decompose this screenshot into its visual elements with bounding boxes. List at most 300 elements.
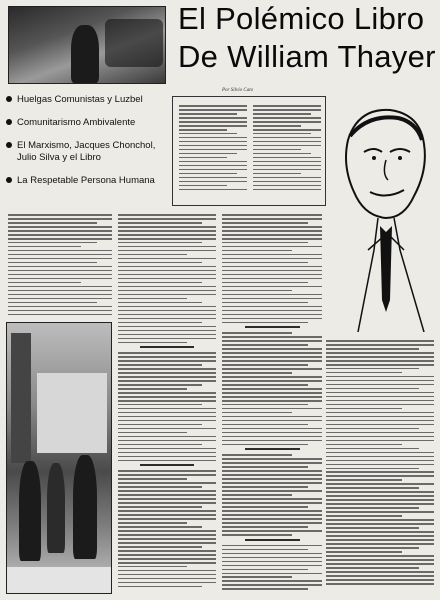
text-line [118,404,202,406]
text-line [179,153,237,155]
text-line [222,494,292,496]
text-line [222,294,322,296]
text-line [222,214,322,216]
text-line [118,562,216,564]
body-column-3 [222,214,322,592]
text-line [118,502,216,504]
text-line [326,400,434,402]
text-line [326,428,419,430]
text-line [8,274,112,276]
text-line [118,364,202,366]
text-line [8,294,112,296]
intro-box [172,96,326,206]
text-line [118,546,202,548]
text-line [8,246,81,248]
text-line [118,214,216,216]
title-line-2: De William Thayer [178,39,436,74]
text-line [179,165,247,167]
text-line [118,460,216,462]
text-line [253,141,321,143]
text-line [118,290,216,292]
text-line [222,584,322,586]
text-line [179,109,247,111]
text-line [326,372,402,374]
text-line [118,294,216,296]
article-title [178,0,436,76]
text-line [326,511,434,513]
text-line [179,117,247,119]
text-line [222,372,292,374]
text-line [222,506,308,508]
text-line [118,338,216,340]
text-line [222,348,322,350]
text-line [222,278,322,280]
text-line [222,408,322,410]
text-line [179,181,247,183]
text-line [8,250,112,252]
text-line [179,157,227,159]
text-line [253,137,321,139]
text-line [8,242,97,244]
text-line [118,408,216,410]
text-line [118,222,202,224]
text-line [118,482,216,484]
text-line [253,165,321,167]
text-line [118,448,216,450]
text-line [118,282,202,284]
text-line [326,384,434,386]
text-line [222,302,308,304]
text-line [8,306,112,308]
text-line [326,579,434,581]
text-line [222,458,322,460]
text-line [118,392,216,394]
text-line [118,486,202,488]
text-line [118,298,187,300]
text-line [118,306,216,308]
text-line [222,356,322,358]
text-line [118,310,216,312]
text-line [222,440,322,442]
text-line [118,270,216,272]
text-line [222,322,308,324]
text-line [326,392,434,394]
text-line [8,218,112,220]
text-line [118,258,216,260]
text-line [179,105,247,107]
text-line [118,412,216,414]
text-line [118,530,216,532]
text-line [326,404,434,406]
text-line [326,440,434,442]
text-line [8,226,112,228]
text-line [253,189,321,191]
text-line [118,514,216,516]
photo-car-scene [8,6,166,84]
text-line [326,527,419,529]
text-line [179,169,247,171]
text-line [222,396,322,398]
text-line [118,356,216,358]
text-line [222,314,322,316]
intro-text-left [179,105,247,193]
section-subheading [245,326,300,328]
photo-car-window [105,19,163,67]
text-line [326,344,434,346]
text-line [118,238,216,240]
text-line [222,344,308,346]
text-line [222,286,322,288]
text-line [118,470,216,472]
text-line [326,352,434,354]
text-line [118,262,202,264]
text-line [8,278,112,280]
text-line [222,384,308,386]
text-line [118,326,216,328]
text-line [118,510,216,512]
text-line [118,582,216,584]
text-line [222,502,322,504]
text-line [118,274,216,276]
text-line [222,234,322,236]
text-line [326,583,434,585]
text-line [222,428,322,430]
text-line [253,133,311,135]
text-line [222,569,308,571]
text-line [326,412,434,414]
text-line [179,189,247,191]
text-line [222,526,308,528]
text-line [8,298,112,300]
text-line [222,230,322,232]
text-line [222,424,308,426]
photo-person [73,455,97,559]
text-line [118,218,216,220]
text-line [222,454,292,456]
text-line [326,456,434,458]
text-line [326,563,434,565]
text-line [326,340,434,342]
text-line [8,254,112,256]
text-line [179,145,247,147]
photo-person [71,25,99,83]
text-line [326,376,434,378]
text-line [326,471,434,473]
text-line [118,432,187,434]
text-line [222,274,322,276]
text-line [326,452,434,454]
text-line [222,588,308,590]
text-line [118,372,216,374]
text-line [118,246,216,248]
text-line [8,262,97,264]
text-line [253,153,311,155]
text-line [253,181,321,183]
text-line [326,507,419,509]
text-line [326,515,402,517]
body-column-4 [326,340,434,587]
text-line [222,332,292,334]
text-line [253,121,321,123]
text-line [326,380,434,382]
text-line [222,368,322,370]
text-line [253,157,321,159]
text-line [222,218,322,220]
text-line [222,238,322,240]
text-line [118,388,187,390]
text-line [8,222,97,224]
text-line [118,436,216,438]
text-line [326,408,402,410]
text-line [222,352,322,354]
text-line [118,494,216,496]
text-line [118,334,216,336]
text-line [222,482,322,484]
text-line [8,314,112,316]
text-line [326,396,434,398]
text-line [222,340,322,342]
text-line [326,416,434,418]
photo-pillar [11,333,31,463]
text-line [118,384,202,386]
text-line [8,258,112,260]
text-line [222,522,322,524]
text-line [118,526,202,528]
text-line [326,479,402,481]
text-line [8,230,112,232]
byline: Por Silvio Cato [222,88,254,93]
text-line [222,400,322,402]
text-line [118,506,202,508]
intro-text-right [253,105,321,193]
section-subheading [140,346,194,348]
text-line [326,499,434,501]
text-line [326,559,434,561]
text-line [222,412,292,414]
text-line [253,109,321,111]
section-subheading [140,464,194,466]
text-line [222,510,322,512]
text-line [326,487,419,489]
text-line [222,518,322,520]
text-line [222,282,308,284]
text-line [222,498,322,500]
text-line [326,531,434,533]
text-line [326,555,434,557]
text-line [222,561,322,563]
text-line [118,322,202,324]
text-line [118,542,216,544]
text-line [118,578,216,580]
text-line [118,474,216,476]
section-subheading [245,539,300,541]
text-line [118,538,216,540]
text-line [253,125,301,127]
text-line [222,432,322,434]
photo-street-scene [6,322,112,594]
text-line [118,302,202,304]
text-line [222,298,322,300]
text-line [222,258,322,260]
text-line [118,330,216,332]
text-line [118,558,216,560]
text-line [179,113,237,115]
text-line [326,535,434,537]
text-line [118,396,216,398]
text-line [253,185,321,187]
text-line [8,302,97,304]
text-line [253,149,301,151]
text-line [179,133,237,135]
text-line [8,238,112,240]
text-line [326,444,402,446]
text-line [118,314,216,316]
text-line [118,550,216,552]
text-line [222,242,308,244]
text-line [118,478,187,480]
text-line [222,565,322,567]
text-line [118,266,216,268]
text-line [326,575,434,577]
text-line [118,586,202,588]
text-line [179,121,247,123]
text-line [118,452,216,454]
text-line [118,352,216,354]
text-line [118,518,216,520]
text-line [118,554,216,556]
text-line [118,242,202,244]
text-line [118,444,202,446]
text-line [326,360,434,362]
text-line [118,416,216,418]
text-line [222,514,322,516]
text-line [118,420,216,422]
text-line [118,278,216,280]
text-line [222,364,308,366]
photo-building [37,373,107,453]
text-line [326,539,434,541]
text-line [118,250,216,252]
text-line [326,519,434,521]
text-line [222,318,322,320]
headline-item: Huelgas Comunistas y Luzbel [6,94,166,106]
text-line [222,545,322,547]
text-line [222,310,322,312]
text-line [179,141,247,143]
headline-item: Comunitarismo Ambivalente [6,117,166,129]
text-line [326,547,419,549]
text-line [222,266,322,268]
photo-person [19,461,41,561]
text-line [253,145,321,147]
body-column-1 [8,214,112,318]
text-line [118,522,187,524]
text-line [326,356,434,358]
text-line [222,530,322,532]
text-line [222,388,322,390]
text-line [222,226,322,228]
text-line [326,543,434,545]
text-line [118,490,216,492]
text-line [8,286,112,288]
text-line [118,230,216,232]
text-line [326,464,434,466]
text-line [326,368,419,370]
text-line [222,486,308,488]
text-line [326,483,434,485]
text-line [118,534,216,536]
text-line [118,376,216,378]
text-line [8,310,112,312]
text-line [118,428,216,430]
text-line [222,462,322,464]
text-line [222,420,322,422]
text-line [222,360,322,362]
text-line [326,420,434,422]
text-line [8,270,112,272]
text-line [222,444,308,446]
body-column-2 [118,214,216,590]
caricature-illustration [328,100,434,332]
text-line [326,448,419,450]
text-line [253,169,321,171]
text-line [179,149,247,151]
text-line [222,553,322,555]
text-line [8,290,112,292]
text-line [222,404,308,406]
text-line [222,336,322,338]
text-line [326,475,434,477]
text-line [8,214,112,216]
text-line [222,436,322,438]
text-line [118,226,216,228]
text-line [222,306,322,308]
text-line [179,125,247,127]
text-line [222,474,322,476]
text-line [179,185,227,187]
text-line [326,495,434,497]
text-line [326,424,434,426]
text-line [253,177,321,179]
text-line [326,436,434,438]
text-line [222,290,292,292]
text-line [222,392,322,394]
text-line [326,503,434,505]
text-line [222,478,322,480]
text-line [326,491,434,493]
text-line [222,549,308,551]
text-line [118,574,216,576]
text-line [326,388,419,390]
text-line [326,523,434,525]
text-line [222,470,322,472]
photo-person [47,463,65,553]
text-line [222,490,322,492]
text-line [118,456,216,458]
text-line [222,573,322,575]
text-line [118,570,216,572]
text-line [8,234,112,236]
text-line [326,460,434,462]
text-line [222,557,322,559]
text-line [118,498,216,500]
text-line [118,440,216,442]
text-line [179,173,237,175]
headline-item: La Respetable Persona Humana [6,175,166,187]
section-subheading [245,448,300,450]
text-line [179,177,247,179]
text-line [118,254,187,256]
